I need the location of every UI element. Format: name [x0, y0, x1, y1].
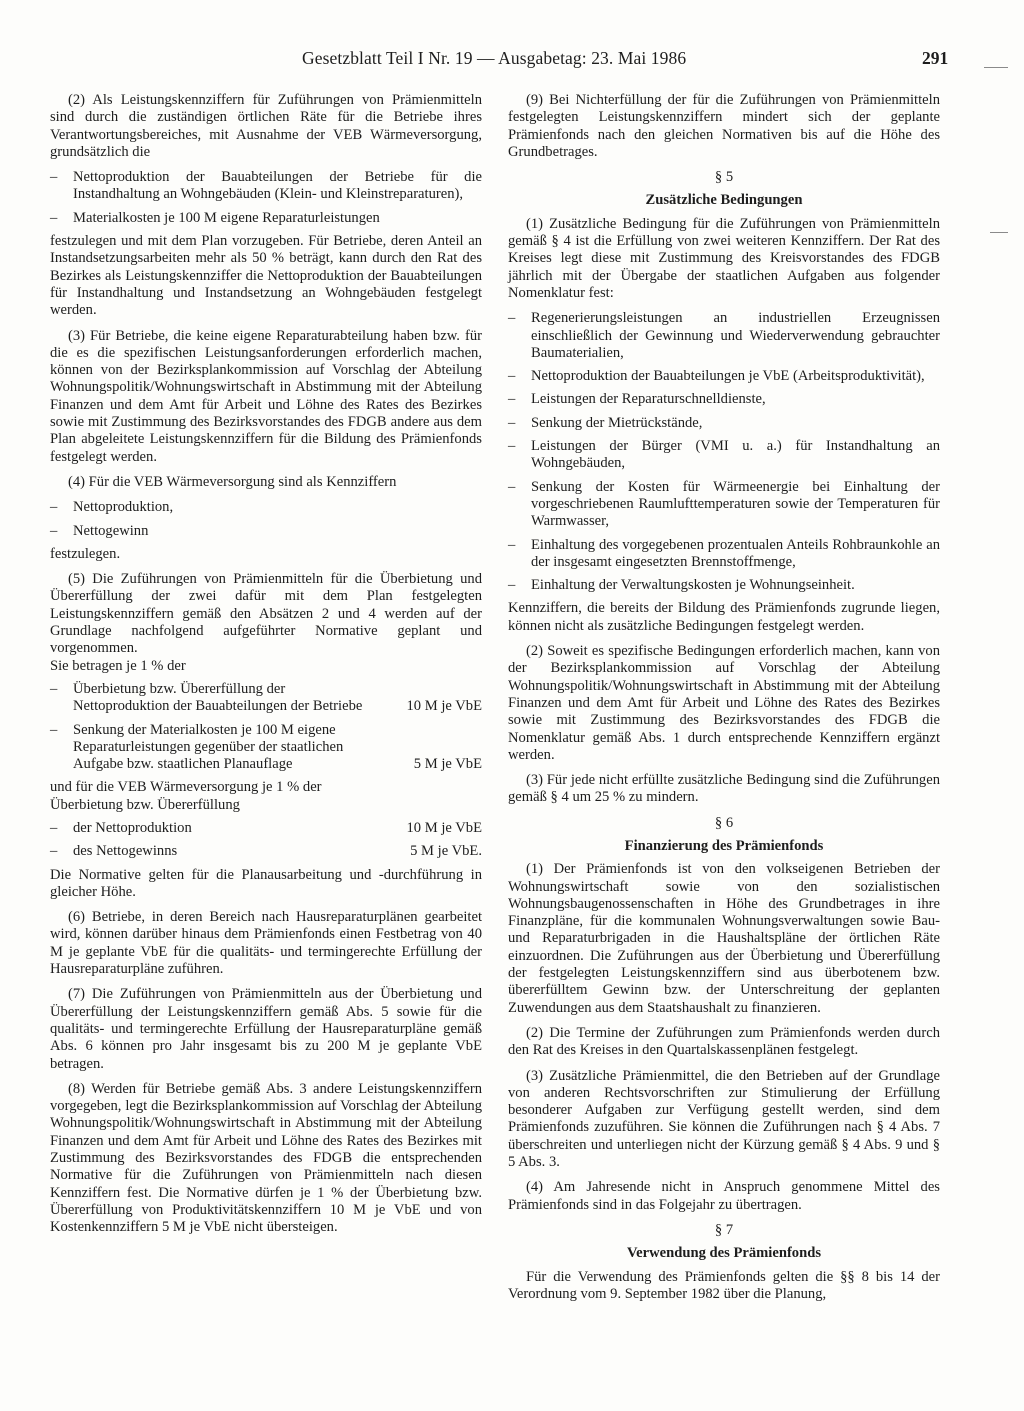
- paragraph-7: (7) Die Zuführungen von Prämienmitteln aus der Überbietung und Übererfüllung der Leistungskennziffern gemäß Abs. 5 sowie für die qualitäts- und termingerechte Erfüllung der Hausreparaturpläne gemäß Abs. 6 können pro Jahr insgesamt bis zu 200 M je geplante VbE betragen.: [50, 986, 482, 1072]
- section-6-title: Finanzierung des Prämienfonds: [624, 837, 824, 854]
- paragraph-5-continued: Die Normative gelten für die Planausarbeitung und -durchführung in gleicher Höhe.: [50, 866, 482, 900]
- normative-value: 10 M je VbE: [406, 819, 482, 836]
- section-7-number: § 7: [714, 1221, 734, 1238]
- paragraph-4-continued: festzulegen.: [50, 545, 121, 562]
- section-5-paragraph-1-continued: Kennziffern, die bereits der Bildung des Prämienfonds zugrunde liegen, können nicht als zusätzliche Bedingungen festgelegt werden.: [508, 600, 940, 634]
- paragraph-5-lead: Sie betragen je 1 % der: [50, 657, 186, 674]
- normative-value: 10 M je VbE: [406, 698, 482, 715]
- paragraph-9: (9) Bei Nichterfüllung der für die Zuführungen von Prämienmitteln festgelegten Leistungskennziffern mindert sich der geplante Prämienfonds nach den gleichen Normativen bis auf die Höhe des Grundbetrages.: [508, 92, 940, 160]
- list-item: – Leistungen der Reparaturschnelldienste,: [508, 391, 940, 408]
- section-7-title: Verwendung des Prämienfonds: [626, 1245, 822, 1262]
- section-6-paragraph-2: (2) Die Termine der Zuführungen zum Prämienfonds werden durch den Rat des Kreises in den Quartalskassenplänen festgelegt.: [508, 1024, 940, 1059]
- section-5-number: § 5: [714, 169, 734, 186]
- list-item: – Nettogewinn: [50, 523, 482, 540]
- section-5-paragraph-1: (1) Zusätzliche Bedingung für die Zuführungen von Prämienmitteln gemäß § 4 ist die Erfüllung von zwei weiteren Kennziffern. Der Rat des Kreises legt diese mit Zustimmung des Kreisvorstandes des FDGB jährlich mit der Übergabe der staatlichen Aufgaben aus folgender Nomenklatur fest:: [508, 215, 940, 301]
- normative-row: [50, 820, 482, 837]
- section-6-paragraph-1: (1) Der Prämienfonds ist von den volkseigenen Betrieben der Wohnungswirtschaft sowie von den sozialistischen Wohnungsbaugenossenschaften in Höhe des Grundbetrages in ihre Finanzpläne, für die kommunalen Wohnungsverwaltungen sowie Bau- und Reparaturbrigaden in die Haushaltspläne der örtlichen Räte einzuordnen. Die Zuführungen aus der Überbietung und Übererfüllung der festgelegten Leistungskennziffern sind aus überbotenem bzw. übererfülltem Gewinn bzw. der Unterschreitung der geplanten Zuwendungen aus dem Staatshaushalt zu finanzieren.: [508, 861, 940, 1016]
- list-item: – Senkung der Kosten für Wärmeenergie bei Einhaltung der vorgeschriebenen Raumlufttemperaturen sowie der Temperaturen für Warmwasser,: [508, 479, 940, 531]
- left-column: [50, 92, 482, 1245]
- section-7-paragraph-1: Für die Verwendung des Prämienfonds gelten die §§ 8 bis 14 der Verordnung vom 9. September 1982 über die Planung,: [508, 1268, 940, 1302]
- normative-row: [50, 722, 482, 774]
- normative-label: – des Nettogewinns: [50, 843, 373, 860]
- normative-label: – der Nettoproduktion: [50, 820, 373, 837]
- list-item: – Nettoproduktion der Bauabteilungen je VbE (Arbeitsproduktivität),: [508, 368, 940, 385]
- section-6-paragraph-3: (3) Zusätzliche Prämienmittel, die den Betrieben auf der Grundlage von anderen Rechtsvorschriften zur Stimulierung der Erfüllung besonderer Aufgaben zur Verfügung gestellt werden, sind dem Prämienfonds zuzuführen. Sie können die Zuführungen nach § 4 Abs. 7 überschreiten und unterliegen nicht der Kürzung gemäß § 4 Abs. 9 und § 5 Abs. 3.: [508, 1067, 940, 1171]
- section-5-title: Zusätzliche Bedingungen: [645, 192, 803, 209]
- normative-label: – Überbietung bzw. Übererfüllung der Nettoproduktion der Bauabteilungen der Betriebe: [50, 681, 373, 716]
- normative-lead-row: [50, 779, 482, 814]
- header-title: Gesetzblatt Teil I Nr. 19 — Ausgabetag: 23. Mai 1986: [302, 48, 687, 68]
- list-item: – Leistungen der Bürger (VMI u. a.) für Instandhaltung an Wohngebäuden,: [508, 438, 940, 473]
- section-6-paragraph-4: (4) Am Jahresende nicht in Anspruch genommene Mittel des Prämienfonds sind in das Folgejahr zu übertragen.: [508, 1179, 940, 1213]
- list-item: – Nettoproduktion,: [50, 499, 482, 516]
- edge-mark: [990, 232, 1008, 233]
- list-item: – Nettoproduktion der Bauabteilungen der Betriebe für die Instandhaltung an Wohngebäuden (Klein- und Kleinstreparaturen),: [50, 169, 482, 204]
- list-item: – Senkung der Mietrückstände,: [508, 415, 940, 432]
- list-item: – Materialkosten je 100 M eigene Reparaturleistungen: [50, 210, 482, 227]
- normative-label: – Senkung der Materialkosten je 100 M eigene Reparaturleistungen gegenüber der staatlichen Aufgabe bzw. staatlichen Planauflage: [50, 722, 373, 774]
- right-column: [508, 92, 940, 1311]
- page-number: 291: [922, 48, 949, 68]
- normative-value: 5 M je VbE.: [410, 843, 482, 860]
- normative-row: [50, 681, 482, 716]
- list-item: – Einhaltung der Verwaltungskosten je Wohnungseinheit.: [508, 577, 940, 594]
- normative-value: 5 M je VbE: [413, 756, 482, 773]
- section-6-number: § 6: [714, 814, 734, 831]
- page-header: [50, 46, 950, 76]
- normative-row: [50, 843, 482, 860]
- paragraph-6: (6) Betriebe, in deren Bereich nach Hausreparaturplänen gearbeitet wird, können darüber hinaus dem Prämienfonds einen Festbetrag von 40 M je geplante VbE für die qualitäts- und termingerechte Erfüllung der Hausreparaturpläne zuführen.: [50, 909, 482, 978]
- paragraph-2-continued: festzulegen und mit dem Plan vorzugeben. Für Betriebe, deren Anteil an Instandsetzungsarbeiten mehr als 50 % beträgt, kann durch den Rat des Bezirkes als Leistungskennziffer die Nettoproduktion der Bauabteilungen für Instandhaltung und Instandsetzung an Wohngebäuden festgelegt werden.: [50, 233, 482, 319]
- paragraph-8: (8) Werden für Betriebe gemäß Abs. 3 andere Leistungskennziffern vorgegeben, legt die Bezirksplankommission auf Vorschlag der Abteilung Wohnungspolitik/Wohnungswirtschaft in Abstimmung mit der Abteilung Finanzen und dem Amt für Arbeit und Löhne des Rates des Bezirkes mit Zustimmung des Bezirksvorstandes des FDGB die entsprechenden Normative für die Zuführungen von Prämienmitteln nach diesen Kennziffern fest. Die Normative dürfen je 1 % der Überbietung bzw. Übererfüllung von Produktivitätskennziffern 10 M je VbE und von Kostenkennziffern 5 M je VbE nicht übersteigen.: [50, 1080, 482, 1236]
- edge-mark: [984, 67, 1008, 68]
- paragraph-4: (4) Für die VEB Wärmeversorgung sind als Kennziffern: [68, 473, 397, 490]
- normative-lead: und für die VEB Wärmeversorgung je 1 % der Überbietung bzw. Übererfüllung: [50, 779, 322, 813]
- section-5-paragraph-2: (2) Soweit es spezifische Bedingungen erforderlich machen, kann von der Bezirksplankommission auf Vorschlag der Abteilung Wohnungspolitik/Wohnungswirtschaft in Abstimmung mit der Abteilung Finanzen und dem Amt für Arbeit und Löhne des Rates des Bezirkes sowie mit Zustimmung des Bezirksvorstandes des FDGB die Nomenklatur gemäß Abs. 1 durch entsprechende Kennziffern ergänzt werden.: [508, 643, 940, 763]
- paragraph-5: (5) Die Zuführungen von Prämienmitteln für die Überbietung und Übererfüllung der zwei dafür mit dem Plan festgelegten Leistungskennziffern gemäß den Absätzen 2 und 4 werden auf der Grundlage nachfolgend aufgeführter Normative geplant und vorgenommen.: [50, 571, 482, 657]
- paragraph-2: (2) Als Leistungskennziffern für Zuführungen von Prämienmitteln sind durch die zuständigen örtlichen Räte für die Betriebe ihres Verantwortungsbereiches, mit Ausnahme der VEB Wärmeversorgung, grundsätzlich die: [50, 92, 482, 160]
- section-5-paragraph-3: (3) Für jede nicht erfüllte zusätzliche Bedingung sind die Zuführungen gemäß § 4 um 25 % zu mindern.: [508, 772, 940, 806]
- list-item: – Einhaltung des vorgegebenen prozentualen Anteils Rohbraunkohle an der insgesamt eingesetzten Brennstoffmenge,: [508, 537, 940, 572]
- list-item: – Regenerierungsleistungen an industriellen Erzeugnissen einschließlich der Gewinnung und Wiederverwendung gebrauchter Baumaterialien,: [508, 310, 940, 362]
- paragraph-3: (3) Für Betriebe, die keine eigene Reparaturabteilung haben bzw. für die es die spezifischen Leistungsanforderungen erforderlich machen, können von der Bezirksplankommission auf Vorschlag der Abteilung Wohnungspolitik/Wohnungswirtschaft in Abstimmung mit der Abteilung Finanzen und dem Amt für Arbeit und Löhne des Rates des Bezirkes sowie mit Zustimmung des Bezirksvorstandes des FDGB andere aus dem Plan abgeleitete Leistungskennziffern für die Bildung des Prämienfonds festgelegt werden.: [50, 327, 482, 465]
